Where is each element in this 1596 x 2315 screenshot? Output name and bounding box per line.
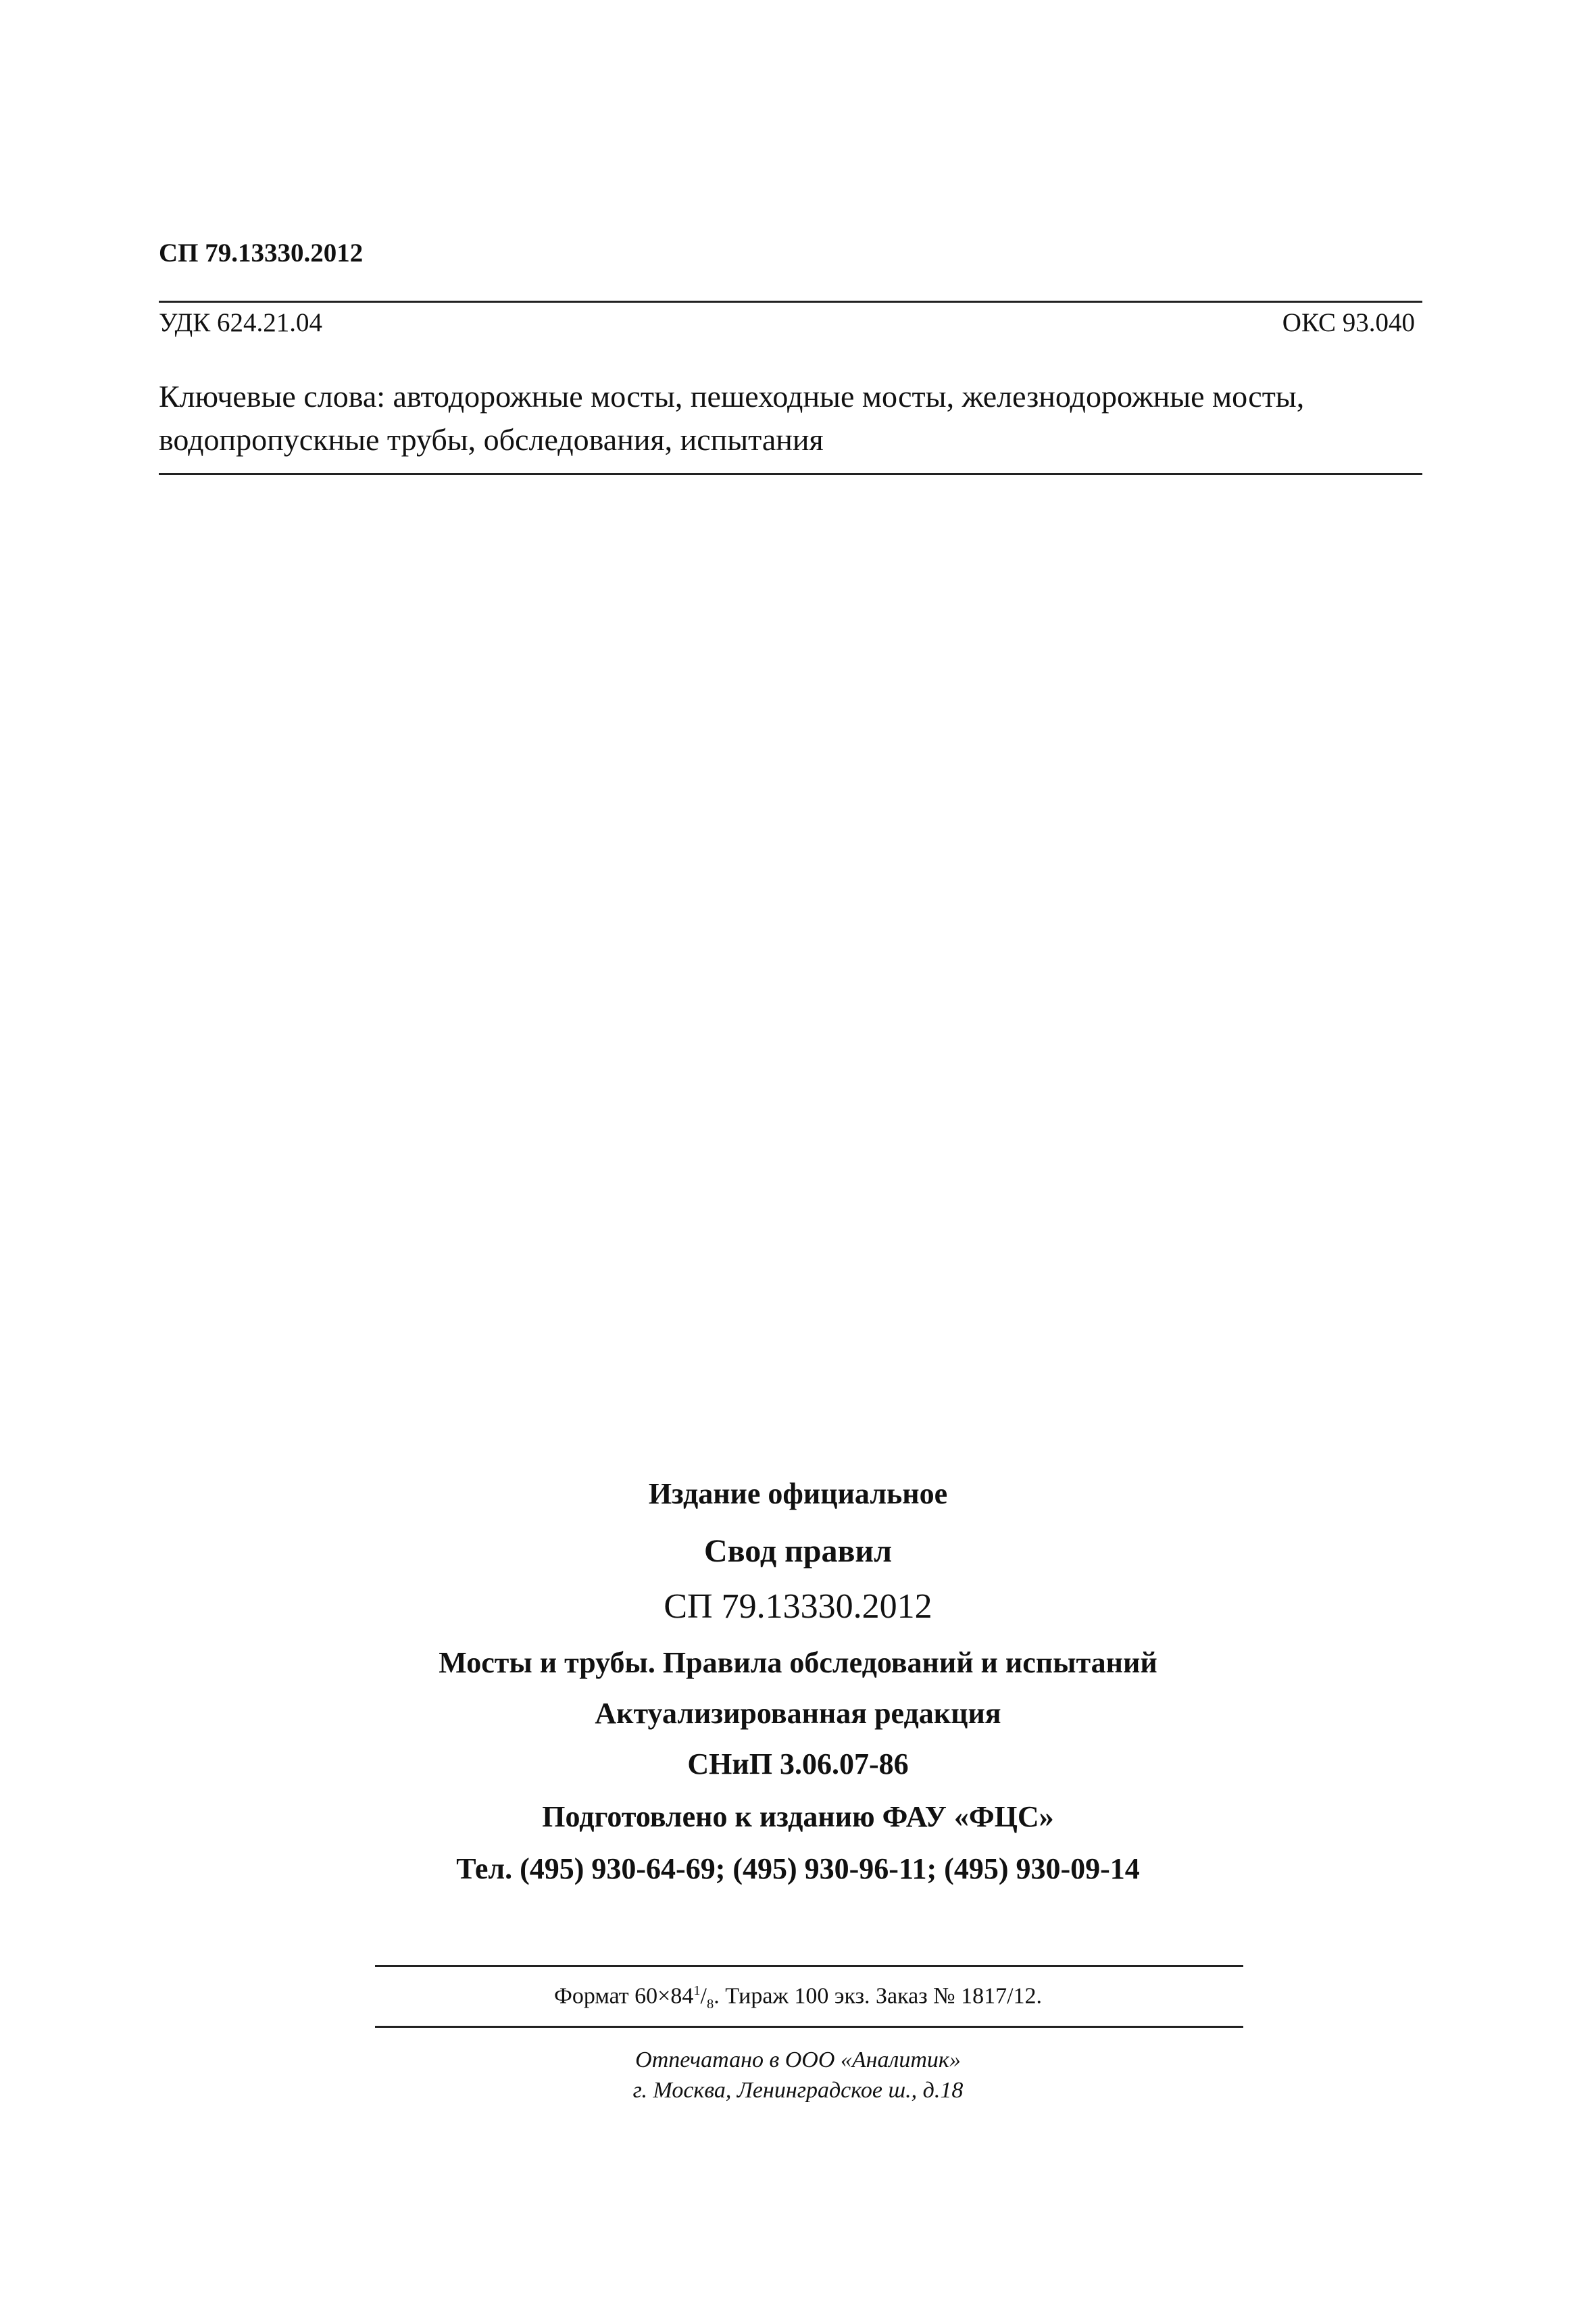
edition-label: Издание официальное (648, 1477, 948, 1510)
document-code: СП 79.13330.2012 (159, 239, 364, 268)
keywords-line-2: водопропускные трубы, обследования, испытания (159, 422, 824, 457)
format-rest: . Тираж 100 экз. Заказ № 1817/12. (714, 1983, 1043, 2009)
publication-code: СП 79.13330.2012 (664, 1587, 932, 1626)
phone-numbers: Тел. (495) 930-64-69; (495) 930-96-11; (495) 930-09-14 (456, 1852, 1140, 1885)
prepared-by: Подготовлено к изданию ФАУ «ФЦС» (542, 1800, 1054, 1833)
oks-code: ОКС 93.040 (1282, 308, 1415, 337)
udk-code: УДК 624.21.04 (159, 308, 323, 337)
imprint-format (0, 1983, 1596, 2012)
keywords-line-1: Ключевые слова: автодорожные мосты, пешеходные мосты, железнодорожные мосты, (159, 379, 1305, 414)
document-type: Свод правил (703, 1533, 892, 1569)
header-rule-top (159, 301, 1422, 303)
format-slash: / (700, 1983, 707, 2009)
format-sub: 8 (707, 1997, 714, 2012)
printed-line-2: г. Москва, Ленинградское ш., д.18 (632, 2078, 964, 2103)
format-sup: 1 (693, 1983, 701, 1998)
keywords (159, 375, 1422, 462)
imprint-rule-bottom (375, 2026, 1243, 2028)
snip-code: СНиП 3.06.07-86 (687, 1747, 909, 1781)
printed-line-1: Отпечатано в ООО «Аналитик» (635, 2047, 961, 2072)
header-rule-bottom (159, 473, 1422, 475)
imprint-rule-top (375, 1965, 1243, 1967)
publication-title: Мосты и трубы. Правила обследований и испытаний (439, 1646, 1157, 1679)
revision-label: Актуализированная редакция (595, 1697, 1001, 1730)
format-prefix: Формат 60×84 (553, 1983, 694, 2009)
